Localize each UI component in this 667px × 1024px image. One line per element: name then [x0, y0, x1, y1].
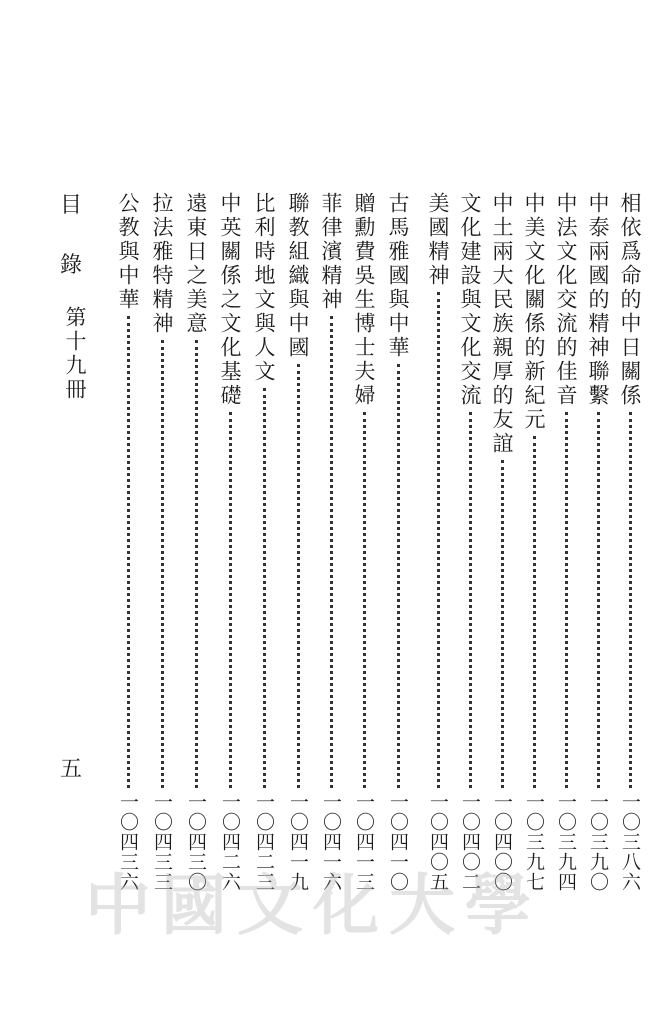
entry-page: 一〇三九〇 — [587, 792, 609, 892]
dot-leader — [597, 412, 600, 788]
dot-leader — [161, 340, 164, 788]
dot-leader — [195, 340, 198, 788]
entry-page: 一〇四二六 — [219, 792, 241, 892]
dot-leader — [330, 316, 333, 788]
dot-leader — [533, 436, 536, 788]
toc-entry[interactable] — [520, 192, 548, 892]
dot-leader — [263, 388, 266, 788]
entry-page: 一〇四三六 — [117, 792, 139, 892]
entry-title: 遠東日之美意 — [184, 192, 208, 336]
toc-entry[interactable] — [384, 192, 412, 892]
university-watermark: 中國文化大學 — [85, 867, 541, 944]
entry-title: 贈勳費吳生博士夫婦 — [352, 192, 376, 408]
entry-page: 一〇三九四 — [555, 792, 577, 892]
entry-page: 一〇四一九 — [287, 792, 309, 892]
entry-title: 古馬雅國與中華 — [386, 192, 410, 360]
entry-title: 菲律濱精神 — [319, 192, 343, 312]
dot-leader — [397, 364, 400, 788]
toc-entry[interactable] — [616, 192, 644, 892]
toc-entry[interactable] — [317, 192, 345, 892]
entry-title: 公教與中華 — [116, 192, 140, 312]
entry-page: 一〇四〇五 — [427, 792, 449, 892]
entry-title: 聯教組織與中國 — [286, 192, 310, 360]
dot-leader — [565, 412, 568, 788]
entry-title: 文化建設與文化交流 — [458, 192, 482, 408]
entry-page: 一〇四三〇 — [185, 792, 207, 892]
toc-entry[interactable] — [350, 192, 378, 892]
dot-leader — [363, 412, 366, 788]
entry-title: 相依爲命的中日關係 — [618, 192, 642, 408]
entry-page: 一〇三八六 — [619, 792, 641, 892]
toc-entry[interactable] — [284, 192, 312, 892]
entry-page: 一〇四〇二 — [459, 792, 481, 892]
toc-entry[interactable] — [552, 192, 580, 892]
dot-leader — [229, 412, 232, 788]
entry-page: 一〇三九七 — [523, 792, 545, 892]
entry-page: 一〇四一三 — [353, 792, 375, 892]
dot-leader — [469, 412, 472, 788]
entry-page: 一〇四二三 — [253, 792, 275, 892]
entry-page: 一〇四一六 — [320, 792, 342, 892]
toc-entry[interactable] — [424, 192, 452, 892]
toc-entry[interactable] — [250, 192, 278, 892]
toc-entry[interactable] — [488, 192, 516, 892]
entry-title: 中土兩大民族親厚的友誼 — [490, 192, 514, 456]
toc-entry[interactable] — [456, 192, 484, 892]
entry-title: 比利時地文與人文 — [252, 192, 276, 384]
entry-page: 一〇四三三 — [151, 792, 173, 892]
entry-page: 一〇四〇〇 — [491, 792, 513, 892]
dot-leader — [437, 292, 440, 788]
entry-title: 中法文化交流的佳音 — [554, 192, 578, 408]
dot-leader — [629, 412, 632, 788]
entry-title: 拉法雅特精神 — [150, 192, 174, 336]
page-number: 五 — [60, 757, 83, 782]
toc-entry[interactable] — [182, 192, 210, 892]
entry-title: 美國精神 — [426, 192, 450, 288]
header-mu: 目 — [60, 193, 83, 218]
dot-leader — [297, 364, 300, 788]
toc-entry[interactable] — [584, 192, 612, 892]
header-lu: 錄 — [60, 253, 83, 278]
toc-entry[interactable] — [114, 192, 142, 892]
entry-title: 中泰兩國的精神聯繫 — [586, 192, 610, 408]
toc-entry[interactable] — [216, 192, 244, 892]
dot-leader — [127, 316, 130, 788]
entry-page: 一〇四一〇 — [387, 792, 409, 892]
entry-title: 中英關係之文化基礎 — [218, 192, 242, 408]
toc-header — [56, 188, 88, 488]
toc-entry[interactable] — [148, 192, 176, 892]
dot-leader — [501, 460, 504, 788]
volume-label: 第十九冊 — [63, 306, 87, 402]
entry-title: 中美文化關係的新紀元 — [522, 192, 546, 432]
